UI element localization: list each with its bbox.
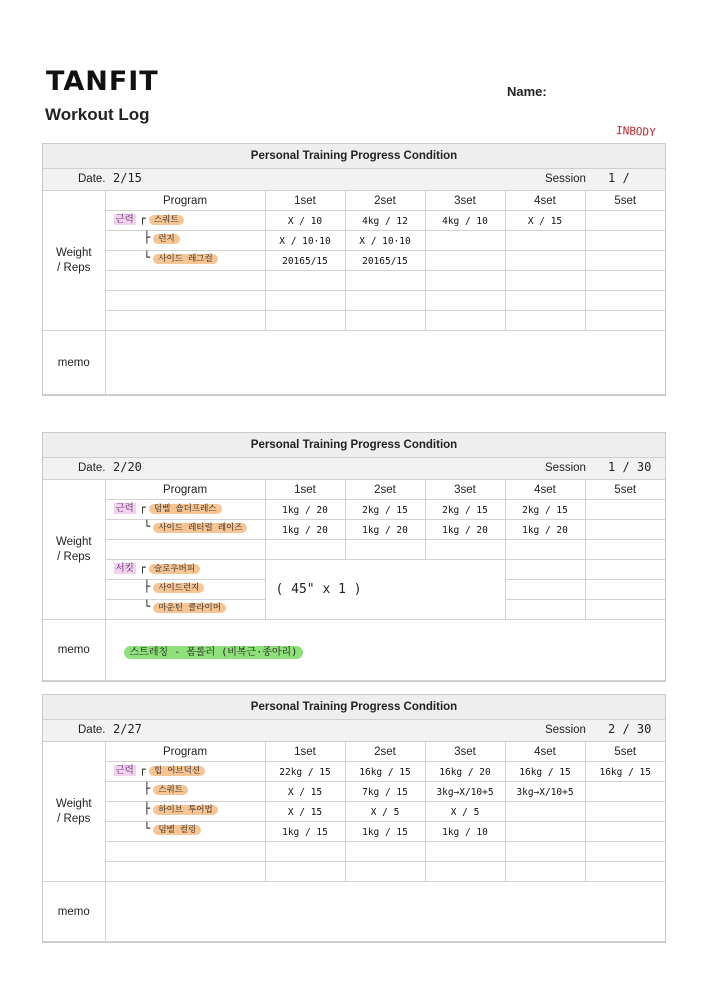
page-title: Workout Log <box>45 105 150 124</box>
set-cell[interactable] <box>585 580 665 600</box>
set-cell[interactable] <box>425 291 505 311</box>
set-cell[interactable] <box>425 540 505 560</box>
set-cell[interactable] <box>585 842 665 862</box>
col-5set: 5set <box>585 480 665 500</box>
set-cell[interactable] <box>265 291 345 311</box>
set-cell[interactable] <box>505 540 585 560</box>
set-cell[interactable] <box>585 520 665 540</box>
set-cell[interactable] <box>505 842 585 862</box>
set-cell[interactable]: 1kg / 20 <box>265 520 345 540</box>
set-cell[interactable] <box>345 291 425 311</box>
set-cell[interactable] <box>585 211 665 231</box>
memo-label: memo <box>43 620 105 681</box>
set-cell[interactable] <box>425 842 505 862</box>
set-cell[interactable]: 2kg / 15 <box>425 500 505 520</box>
set-cell[interactable] <box>345 271 425 291</box>
table-row: ├ 스쿼트 X / 15 7kg / 15 3kg→X/10+5 3kg→X/10+5 <box>43 782 665 802</box>
memo-field[interactable] <box>105 882 665 942</box>
name-label: Name: <box>507 84 547 99</box>
set-cell[interactable]: 2kg / 15 <box>505 500 585 520</box>
col-3set: 3set <box>425 191 505 211</box>
col-2set: 2set <box>345 742 425 762</box>
workout-table <box>43 742 665 942</box>
set-cell[interactable] <box>505 862 585 882</box>
col-4set: 4set <box>505 742 585 762</box>
col-1set: 1set <box>265 742 345 762</box>
set-cell[interactable]: 1kg / 15 <box>265 822 345 842</box>
col-program: Program <box>105 742 265 762</box>
col-2set: 2set <box>345 191 425 211</box>
table-row: 근력 ┌ 스쿼트 X / 10 4kg / 12 4kg / 10 X / 15 <box>43 211 665 231</box>
weight-reps-label: Weight / Reps <box>43 480 105 620</box>
set-cell[interactable] <box>425 311 505 331</box>
set-cell[interactable] <box>585 862 665 882</box>
memo-note: 스트레칭 - 폼롤러 (비복근·종아리) <box>124 646 304 659</box>
exercise-name: 스쿼트 <box>153 785 188 795</box>
exercise-name: 스쿼트 <box>149 215 184 225</box>
set-cell[interactable] <box>585 802 665 822</box>
set-cell[interactable] <box>345 311 425 331</box>
set-cell[interactable]: X / 10 <box>265 211 345 231</box>
set-cell[interactable]: 16kg / 15 <box>505 762 585 782</box>
table-row <box>43 271 665 291</box>
set-cell[interactable] <box>265 271 345 291</box>
set-cell[interactable] <box>585 231 665 251</box>
set-cell[interactable] <box>505 231 585 251</box>
card-heading: Personal Training Progress Condition <box>43 695 665 720</box>
date-label: Date. <box>78 462 106 474</box>
date-session-row <box>43 458 665 480</box>
date-label: Date. <box>78 173 106 185</box>
session-value[interactable]: 1 / 30 <box>608 460 652 474</box>
exercise-name: 덤벨 컬링 <box>153 825 201 835</box>
set-cell[interactable] <box>505 802 585 822</box>
exercise-name: 런지 <box>153 234 179 244</box>
set-cell[interactable]: 1kg / 10 <box>425 822 505 842</box>
set-cell[interactable] <box>425 862 505 882</box>
exercise-name: 힙 어브덕션 <box>149 766 205 776</box>
col-4set: 4set <box>505 191 585 211</box>
set-cell[interactable] <box>265 311 345 331</box>
set-cell[interactable]: 1kg / 15 <box>345 822 425 842</box>
set-cell[interactable]: 3kg→X/10+5 <box>505 782 585 802</box>
table-row: ├ 사이드런지 <box>43 580 665 600</box>
date-value[interactable]: 2/15 <box>113 171 142 185</box>
set-cell[interactable] <box>425 251 505 271</box>
col-3set: 3set <box>425 480 505 500</box>
col-program: Program <box>105 480 265 500</box>
set-cell[interactable]: 22kg / 15 <box>265 762 345 782</box>
set-cell[interactable]: 4kg / 12 <box>345 211 425 231</box>
logo: TANFIT <box>46 66 159 97</box>
set-cell[interactable] <box>265 862 345 882</box>
set-cell[interactable] <box>425 271 505 291</box>
session-value[interactable]: 1 / <box>608 171 630 185</box>
set-cell[interactable]: 4kg / 10 <box>425 211 505 231</box>
set-cell[interactable] <box>265 540 345 560</box>
set-cell[interactable]: X / 15 <box>265 802 345 822</box>
set-cell[interactable] <box>345 862 425 882</box>
date-value[interactable]: 2/27 <box>113 722 142 736</box>
table-row: 서킷 ┌ 슬로우버피 ( 45" x 1 ) <box>43 560 665 580</box>
memo-label: memo <box>43 882 105 942</box>
col-1set: 1set <box>265 191 345 211</box>
exercise-name: 덤벨 숄더프레스 <box>149 504 222 514</box>
col-1set: 1set <box>265 480 345 500</box>
table-row: 근력 ┌ 덤벨 숄더프레스 1kg / 20 2kg / 15 2kg / 15 2kg / 15 <box>43 500 665 520</box>
card-heading: Personal Training Progress Condition <box>43 144 665 169</box>
set-cell[interactable] <box>585 600 665 620</box>
table-row: └ 사이드 레터럴 레이즈 1kg / 20 1kg / 20 1kg / 20 1kg / 20 <box>43 520 665 540</box>
set-cell[interactable]: X / 15 <box>505 211 585 231</box>
table-row: └ 덤벨 컬링 1kg / 15 1kg / 15 1kg / 10 <box>43 822 665 842</box>
set-cell[interactable]: 2kg / 15 <box>345 500 425 520</box>
category-label: 서킷 <box>115 563 134 574</box>
col-4set: 4set <box>505 480 585 500</box>
session-value[interactable]: 2 / 30 <box>608 722 652 736</box>
set-cell[interactable] <box>505 291 585 311</box>
set-cell[interactable] <box>345 842 425 862</box>
set-cell[interactable]: 20165/15 <box>265 251 345 271</box>
category-label: 근력 <box>115 214 134 225</box>
set-cell[interactable] <box>505 560 585 580</box>
set-cell[interactable]: 1kg / 20 <box>425 520 505 540</box>
set-cell[interactable]: 20165/15 <box>345 251 425 271</box>
table-row <box>43 842 665 862</box>
date-session-row <box>43 720 665 742</box>
workout-table <box>43 191 665 395</box>
inbody-note: INBODY <box>615 123 657 140</box>
category-label: 근력 <box>115 503 134 514</box>
set-cell[interactable]: 1kg / 20 <box>265 500 345 520</box>
circuit-note[interactable]: ( 45" x 1 ) <box>265 560 505 620</box>
set-cell[interactable] <box>505 311 585 331</box>
set-cell[interactable] <box>505 822 585 842</box>
exercise-name: 슬로우버피 <box>149 564 200 574</box>
weight-reps-label: Weight / Reps <box>43 742 105 882</box>
set-cell[interactable] <box>585 822 665 842</box>
set-cell[interactable] <box>585 500 665 520</box>
set-cell[interactable]: 16kg / 20 <box>425 762 505 782</box>
table-row <box>43 862 665 882</box>
log-card-1 <box>42 143 666 396</box>
set-cell[interactable] <box>505 271 585 291</box>
memo-field[interactable] <box>105 331 665 395</box>
set-cell[interactable]: 3kg→X/10+5 <box>425 782 505 802</box>
set-cell[interactable]: 1kg / 20 <box>345 520 425 540</box>
set-cell[interactable] <box>585 782 665 802</box>
log-card-3 <box>42 694 666 943</box>
category-label: 근력 <box>115 765 134 776</box>
set-cell[interactable] <box>585 291 665 311</box>
set-cell[interactable] <box>585 251 665 271</box>
table-row: ├ 런지 X / 10·10 X / 10·10 <box>43 231 665 251</box>
exercise-name: 하이브 투어법 <box>153 805 217 815</box>
set-cell[interactable] <box>585 540 665 560</box>
weight-reps-label: Weight / Reps <box>43 191 105 331</box>
set-cell[interactable] <box>585 271 665 291</box>
col-program: Program <box>105 191 265 211</box>
memo-label: memo <box>43 331 105 395</box>
set-cell[interactable]: X / 10·10 <box>265 231 345 251</box>
set-cell[interactable] <box>425 231 505 251</box>
exercise-name: 사이드 레그컬 <box>153 254 217 264</box>
card-heading: Personal Training Progress Condition <box>43 433 665 458</box>
set-cell[interactable] <box>345 540 425 560</box>
session-label: Session <box>545 724 586 736</box>
table-row <box>43 540 665 560</box>
col-3set: 3set <box>425 742 505 762</box>
set-cell[interactable] <box>505 251 585 271</box>
date-value[interactable]: 2/20 <box>113 460 142 474</box>
session-label: Session <box>545 462 586 474</box>
table-row <box>43 291 665 311</box>
memo-field[interactable] <box>105 620 665 681</box>
set-cell[interactable]: X / 5 <box>345 802 425 822</box>
set-cell[interactable] <box>505 600 585 620</box>
set-cell[interactable]: X / 15 <box>265 782 345 802</box>
table-row: └ 사이드 레그컬 20165/15 20165/15 <box>43 251 665 271</box>
table-row: 근력 ┌ 힙 어브덕션 22kg / 15 16kg / 15 16kg / 20 16kg / 15 16kg / 15 <box>43 762 665 782</box>
set-cell[interactable] <box>505 580 585 600</box>
table-row: └ 마운틴 클라이머 <box>43 600 665 620</box>
exercise-name: 마운틴 클라이머 <box>153 603 226 613</box>
set-cell[interactable]: 16kg / 15 <box>345 762 425 782</box>
table-row: ├ 하이브 투어법 X / 15 X / 5 X / 5 <box>43 802 665 822</box>
set-cell[interactable]: 1kg / 20 <box>505 520 585 540</box>
set-cell[interactable] <box>585 560 665 580</box>
col-5set: 5set <box>585 191 665 211</box>
col-2set: 2set <box>345 480 425 500</box>
set-cell[interactable] <box>585 311 665 331</box>
workout-table <box>43 480 665 681</box>
set-cell[interactable]: 16kg / 15 <box>585 762 665 782</box>
exercise-name: 사이드런지 <box>153 583 204 593</box>
session-label: Session <box>545 173 586 185</box>
log-card-2 <box>42 432 666 682</box>
set-cell[interactable]: 7kg / 15 <box>345 782 425 802</box>
set-cell[interactable]: X / 10·10 <box>345 231 425 251</box>
set-cell[interactable]: X / 5 <box>425 802 505 822</box>
table-row <box>43 311 665 331</box>
col-5set: 5set <box>585 742 665 762</box>
exercise-name: 사이드 레터럴 레이즈 <box>153 523 247 533</box>
set-cell[interactable] <box>265 842 345 862</box>
date-label: Date. <box>78 724 106 736</box>
date-session-row <box>43 169 665 191</box>
